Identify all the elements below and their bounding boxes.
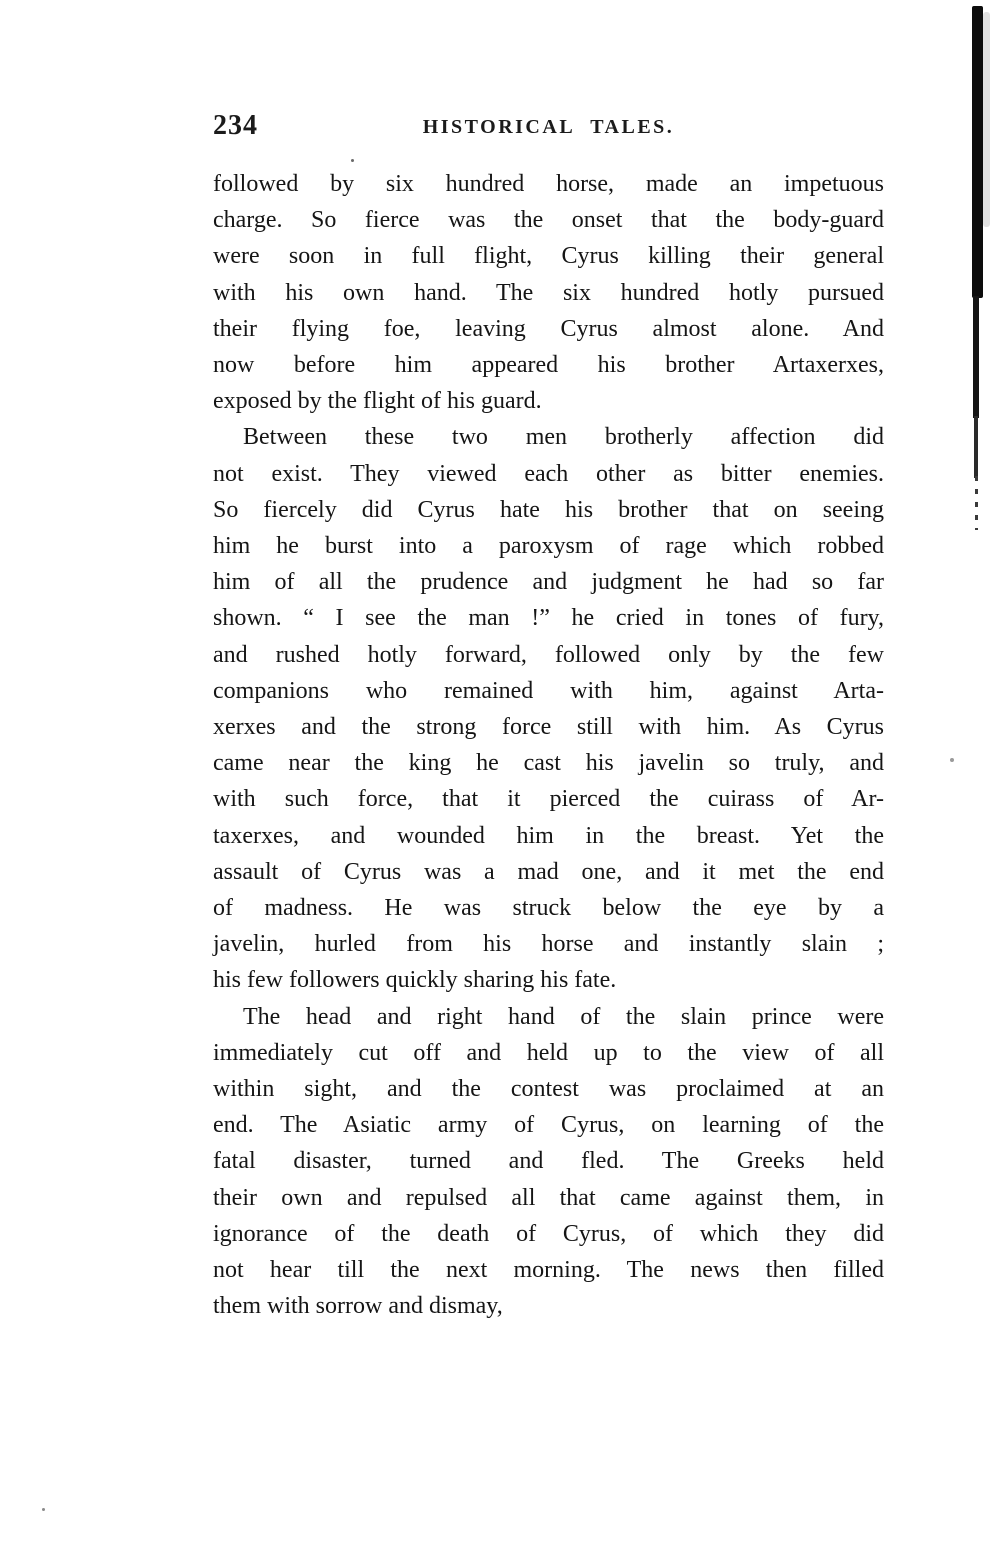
spine-shadow-segment (974, 416, 978, 478)
text-line: followed by six hundred horse, made an impetuous (213, 171, 884, 197)
text-line: shown. “ I see the man !” he cried in tones of fury, (213, 605, 884, 632)
text-line: their flying foe, leaving Cyrus almost alone. And (213, 315, 884, 342)
text-line: came near the king he cast his javelin so truly, and (213, 750, 884, 777)
text-line: The head and right hand of the slain prince were (243, 1003, 884, 1030)
text-line: assault of Cyrus was a mad one, and it met the end (213, 858, 884, 885)
text-line: now before him appeared his brother Artaxerxes, (213, 352, 884, 379)
text-line: xerxes and the strong force still with him. As Cyrus (213, 714, 884, 741)
text-line: were soon in full flight, Cyrus killing their general (213, 243, 884, 270)
text-line: not exist. They viewed each other as bitter enemies. (213, 460, 884, 487)
text-line: Between these two men brotherly affection did (243, 424, 884, 451)
scan-speck (42, 1508, 45, 1511)
spine-shadow (970, 0, 1000, 560)
text-line: and rushed hotly forward, followed only by the few (213, 641, 884, 668)
spine-shadow-segment (975, 476, 978, 530)
text-line: them with sorrow and dismay, (213, 1293, 503, 1320)
text-line: javelin, hurled from his horse and instantly slain ; (213, 931, 884, 958)
scan-speck (351, 159, 354, 162)
text-line: ignorance of the death of Cyrus, of which they did (213, 1220, 884, 1247)
text-line: immediately cut off and held up to the view of all (213, 1039, 884, 1066)
text-line: end. The Asiatic army of Cyrus, on learning of the (213, 1112, 884, 1139)
text-line: fatal disaster, turned and fled. The Greeks held (213, 1148, 884, 1175)
text-line: taxerxes, and wounded him in the breast. Yet the (213, 822, 884, 849)
text-line: charge. So fierce was the onset that the body-guard (213, 207, 884, 234)
spine-shadow-segment (973, 296, 979, 418)
scan-speck (950, 758, 954, 762)
text-line: with his own hand. The six hundred hotly pursued (213, 279, 884, 306)
text-line: him of all the prudence and judgment he had so far (213, 569, 884, 596)
text-line: their own and repulsed all that came against them, in (213, 1184, 884, 1211)
text-line: within sight, and the contest was proclaimed at an (213, 1076, 884, 1103)
text-line: exposed by the flight of his guard. (213, 388, 542, 415)
page-text (213, 166, 884, 1325)
text-line: companions who remained with him, against Arta- (213, 677, 884, 704)
text-line: his few followers quickly sharing his fate. (213, 967, 617, 994)
scan-smudge (983, 12, 990, 227)
page-header (213, 108, 884, 144)
spine-shadow-segment (972, 6, 983, 298)
running-header: HISTORICAL TALES. (422, 116, 675, 138)
text-line: with such force, that it pierced the cuirass of Ar- (213, 786, 884, 813)
text-line: not hear till the next morning. The news then filled (213, 1257, 884, 1284)
text-line: So fiercely did Cyrus hate his brother that on seeing (213, 496, 884, 523)
text-line: him he burst into a paroxysm of rage which robbed (213, 533, 884, 560)
page-number: 234 (213, 110, 258, 141)
text-line: of madness. He was struck below the eye by a (213, 895, 884, 922)
